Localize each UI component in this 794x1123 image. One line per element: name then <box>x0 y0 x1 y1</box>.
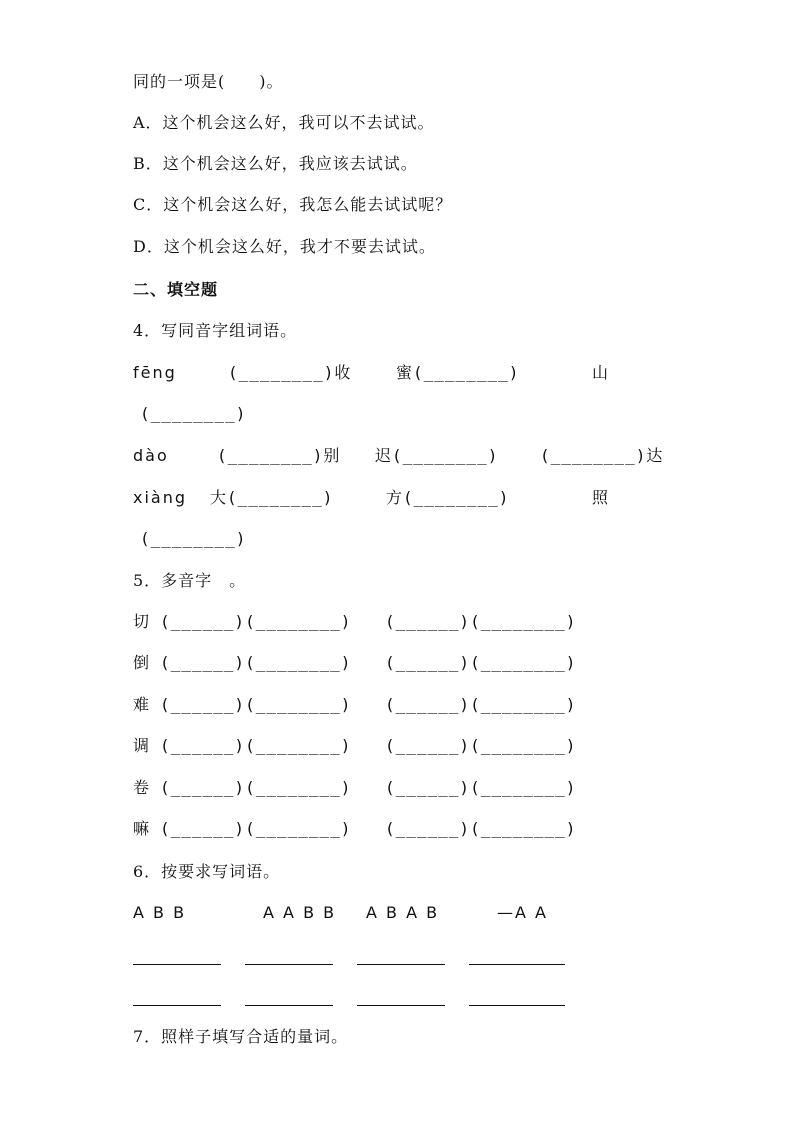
q5-right-blanks[interactable]: (______)(________) <box>385 612 577 631</box>
q3-stem-tail: 同的一项是( )。 <box>133 72 284 91</box>
answer-line[interactable] <box>469 1005 565 1006</box>
q3-option-a: A．这个机会这么好，我可以不去试试。 <box>133 113 435 132</box>
q4-title: 4．写同音字组词语。 <box>133 321 298 340</box>
q5-char: 嘛 <box>133 819 151 838</box>
feng-char-3: 山 <box>592 363 610 382</box>
pinyin-dao: dào <box>133 446 169 465</box>
q5-right-blanks[interactable]: (______)(________) <box>385 736 577 755</box>
q6-title: 6．按要求写词语。 <box>133 862 281 881</box>
xiang-blank-4[interactable]: (________) <box>140 529 247 548</box>
xiang-blank-2[interactable]: 方(________) <box>386 488 510 507</box>
q5-left-blanks[interactable]: (______)(________) <box>160 612 352 631</box>
answer-line[interactable] <box>357 964 445 965</box>
answer-line[interactable] <box>245 964 333 965</box>
dao-blank-1[interactable]: (________)别 <box>217 446 341 465</box>
pinyin-xiang: xiàng <box>133 488 188 507</box>
q5-char: 调 <box>133 736 151 755</box>
xiang-blank-1[interactable]: 大(________) <box>210 488 334 507</box>
xiang-char-3: 照 <box>592 488 610 507</box>
q3-option-d: D．这个机会这么好，我才不要去试试。 <box>133 237 436 256</box>
q3-option-c: C．这个机会这么好，我怎么能去试试呢？ <box>133 195 453 214</box>
q5-left-blanks[interactable]: (______)(________) <box>160 778 352 797</box>
answer-line[interactable] <box>357 1005 445 1006</box>
answer-line[interactable] <box>469 964 565 965</box>
answer-line[interactable] <box>133 964 221 965</box>
q5-char: 切 <box>133 612 151 631</box>
feng-blank-2[interactable]: 蜜(________) <box>396 363 520 382</box>
feng-blank-4[interactable]: (________) <box>140 404 247 423</box>
q5-right-blanks[interactable]: (______)(________) <box>385 695 577 714</box>
q5-left-blanks[interactable]: (______)(________) <box>160 736 352 755</box>
q5-right-blanks[interactable]: (______)(________) <box>385 778 577 797</box>
dao-blank-3[interactable]: (________)达 <box>540 446 664 465</box>
pinyin-feng: fēng <box>133 363 177 382</box>
q5-right-blanks[interactable]: (______)(________) <box>385 819 577 838</box>
q5-left-blanks[interactable]: (______)(________) <box>160 819 352 838</box>
pattern-abab: A B A B <box>366 903 440 922</box>
q5-title: 5．多音字 。 <box>133 571 247 590</box>
pattern-yi-aa: —A A <box>497 903 548 922</box>
q5-right-blanks[interactable]: (______)(________) <box>385 653 577 672</box>
q5-char: 倒 <box>133 653 151 672</box>
section-title: 二、填空题 <box>133 280 219 299</box>
feng-blank-1[interactable]: (________)收 <box>228 363 352 382</box>
q5-char: 卷 <box>133 778 151 797</box>
q5-char: 难 <box>133 695 151 714</box>
q5-left-blanks[interactable]: (______)(________) <box>160 695 352 714</box>
dao-blank-2[interactable]: 迟(________) <box>375 446 499 465</box>
q5-left-blanks[interactable]: (______)(________) <box>160 653 352 672</box>
answer-line[interactable] <box>133 1005 221 1006</box>
answer-line[interactable] <box>245 1005 333 1006</box>
pattern-aabb: A A B B <box>263 903 337 922</box>
q7-title: 7．照样子填写合适的量词。 <box>133 1027 349 1046</box>
q3-option-b: B．这个机会这么好，我应该去试试。 <box>133 154 418 173</box>
pattern-abb: A B B <box>133 903 187 922</box>
